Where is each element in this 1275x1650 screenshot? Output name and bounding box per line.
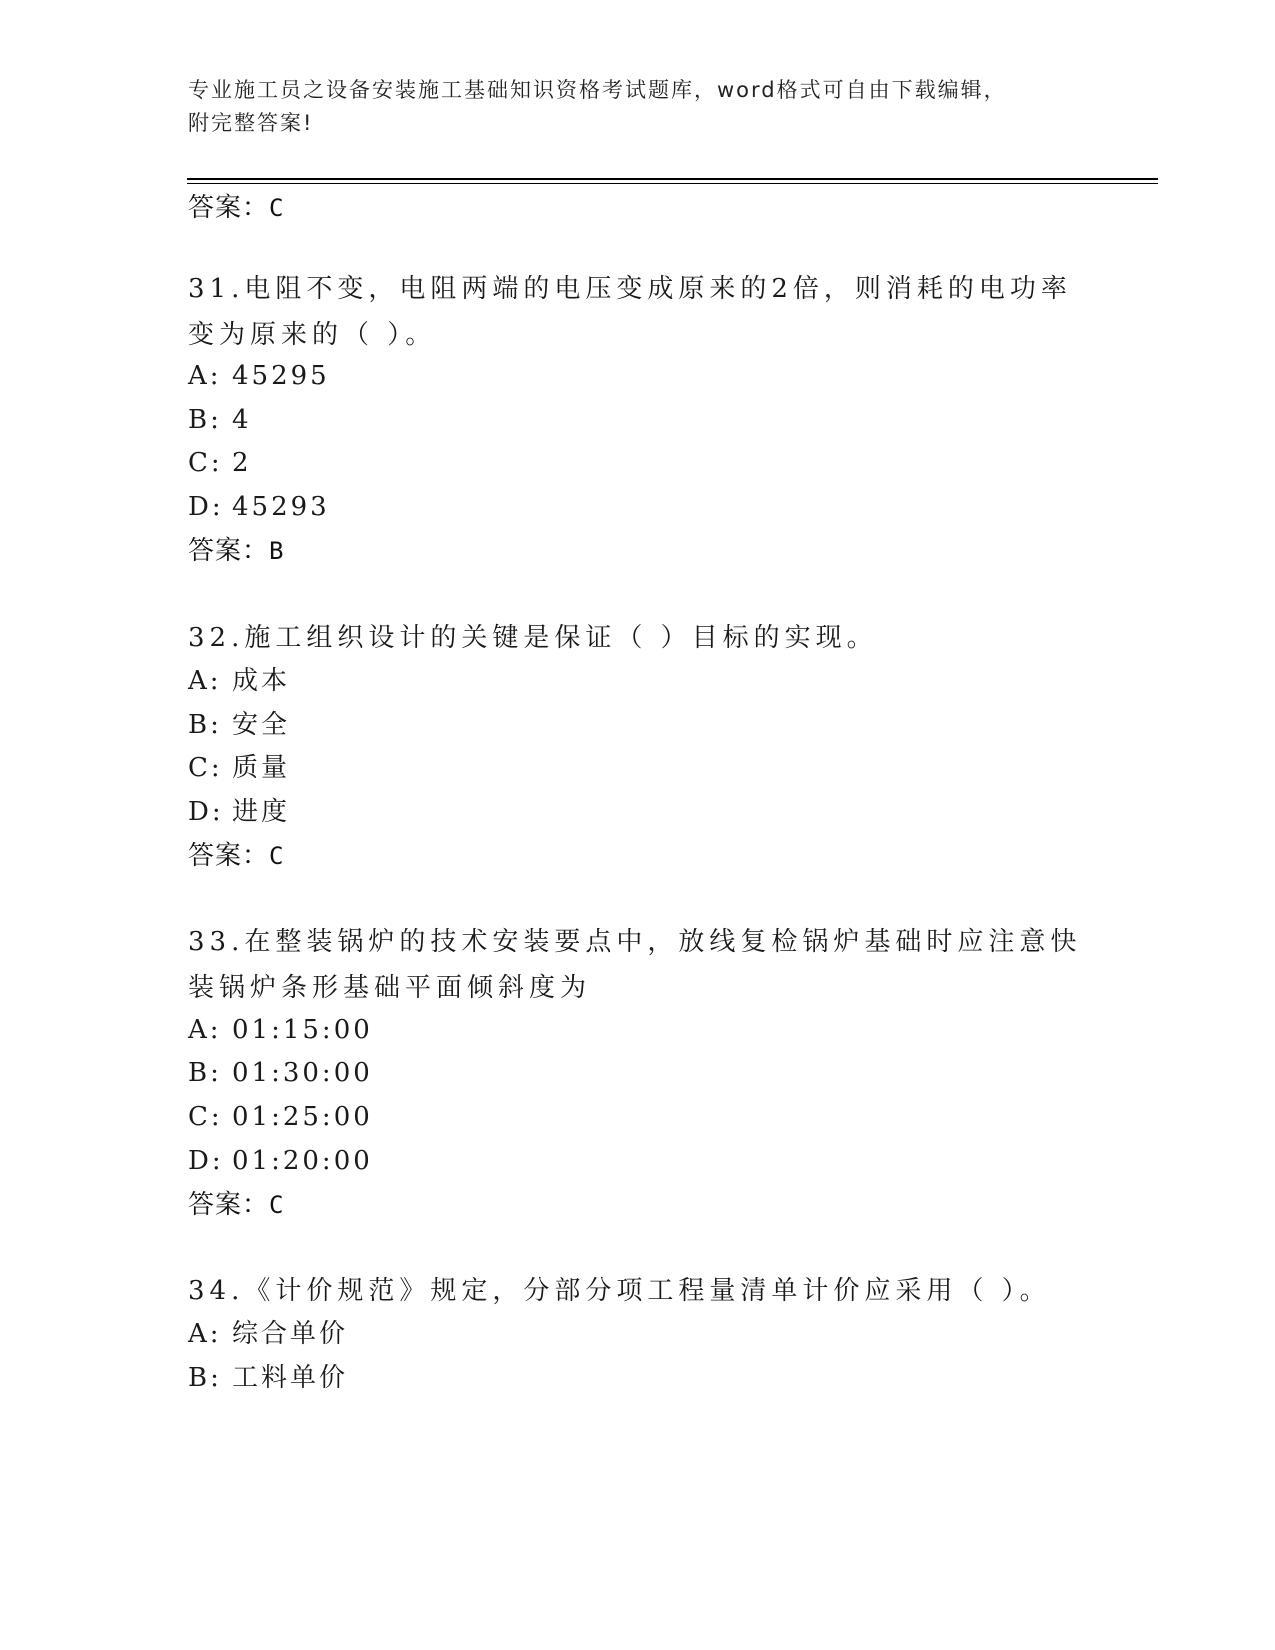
q34-option-a	[188, 1316, 348, 1352]
document-header	[188, 74, 1088, 140]
q31-option-a	[188, 358, 330, 394]
q32-answer	[188, 838, 284, 874]
option-key: A:	[188, 1015, 222, 1045]
answer-label: 答案：	[188, 841, 270, 871]
q33-option-b	[188, 1055, 373, 1091]
answer-label: 答案：	[188, 1190, 270, 1220]
option-key: C:	[188, 448, 223, 478]
header-line-1: 专业施工员之设备安装施工基础知识资格考试题库，word格式可自由下载编辑，	[188, 78, 1007, 102]
option-text: 4	[232, 405, 252, 435]
q32-option-a	[188, 663, 290, 699]
header-divider-thin	[187, 183, 1158, 184]
option-key: D:	[188, 492, 224, 522]
option-key: B:	[188, 710, 222, 740]
option-key: C:	[188, 1102, 223, 1132]
answer-value: B	[269, 537, 285, 565]
option-key: A:	[188, 361, 222, 391]
question-32-text: 32.施工组织设计的关键是保证（ ）目标的实现。	[188, 623, 878, 653]
q32-option-d	[188, 794, 290, 830]
option-text: 安全	[232, 710, 291, 740]
question-31-text: 31.电阻不变，电阻两端的电压变成原来的2倍，则消耗的电功率变为原来的（ ）。	[188, 274, 1072, 350]
answer-value: C	[269, 194, 285, 222]
option-text: 进度	[232, 797, 291, 827]
option-key: B:	[188, 1363, 222, 1393]
previous-answer	[188, 190, 284, 226]
q31-answer	[188, 533, 284, 569]
option-text: 2	[232, 448, 252, 478]
q32-option-c	[188, 750, 290, 786]
answer-value: C	[269, 1191, 285, 1219]
answer-value: C	[269, 842, 285, 870]
option-key: B:	[188, 405, 222, 435]
q31-option-d	[188, 489, 330, 525]
option-text: 01:25:00	[232, 1102, 373, 1132]
option-text: 01:30:00	[232, 1058, 373, 1088]
q34-option-b	[188, 1360, 348, 1396]
option-key: A:	[188, 1319, 222, 1349]
option-text: 01:15:00	[232, 1015, 373, 1045]
q33-answer	[188, 1187, 284, 1223]
question-33-text: 33.在整装锅炉的技术安装要点中，放线复检锅炉基础时应注意快装锅炉条形基础平面倾斜度为	[188, 927, 1082, 1003]
answer-label: 答案：	[188, 536, 270, 566]
question-34-text: 34.《计价规范》规定，分部分项工程量清单计价应采用（ ）。	[188, 1276, 1051, 1306]
header-line-2: 附完整答案!	[188, 111, 314, 135]
option-text: 综合单价	[232, 1319, 349, 1349]
header-divider-thick	[187, 178, 1158, 180]
option-key: D:	[188, 797, 224, 827]
option-text: 成本	[232, 666, 291, 696]
option-text: 45293	[232, 492, 330, 522]
option-key: A:	[188, 666, 222, 696]
option-text: 01:20:00	[232, 1146, 373, 1176]
option-key: C:	[188, 753, 223, 783]
q31-option-b	[188, 402, 252, 438]
answer-label: 答案：	[188, 193, 270, 223]
q32-option-b	[188, 707, 290, 743]
q33-option-c	[188, 1099, 373, 1135]
option-text: 工料单价	[232, 1363, 349, 1393]
option-key: D:	[188, 1146, 224, 1176]
q33-option-a	[188, 1012, 373, 1048]
q31-option-c	[188, 445, 252, 481]
q33-option-d	[188, 1143, 373, 1179]
option-text: 45295	[232, 361, 330, 391]
option-text: 质量	[232, 753, 291, 783]
option-key: B:	[188, 1058, 222, 1088]
